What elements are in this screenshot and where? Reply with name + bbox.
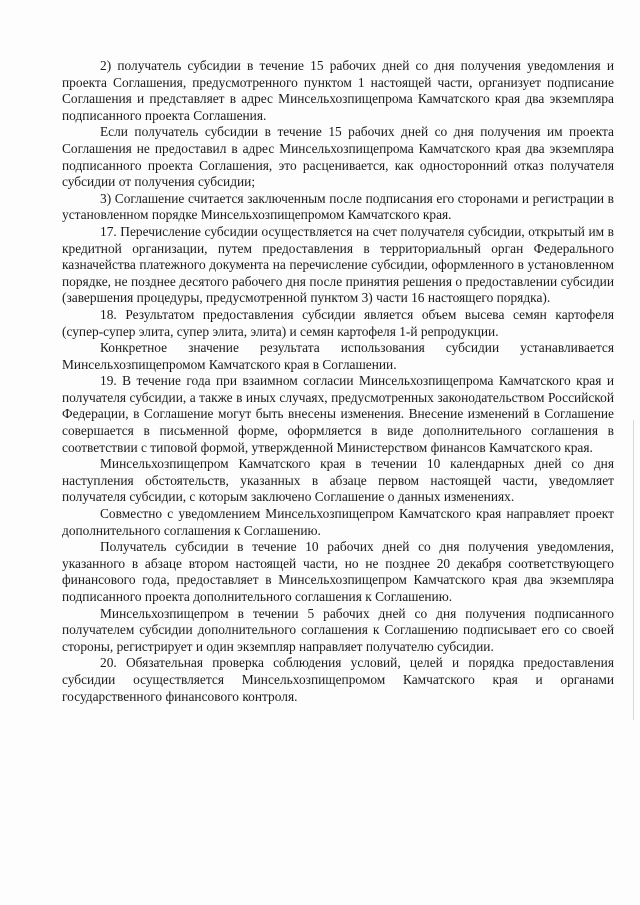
paragraph-2-signing: 2) получатель субсидии в течение 15 рабочих дней со дня получения уведомления и проекта Соглашения, предусмотренного пунктом 1 настоящей части, организует подписание Соглашения и представляет в адрес Минсельхозпищепрома Камчатского края два экземпляра подписанного проекта Соглашения. <box>62 58 614 123</box>
paragraph-ministry-signs: Минсельхозпищепром в течении 5 рабочих дней со дня получения подписанного получателем субсидии дополнительного соглашения к Соглашению подписывает его со своей стороны, регистрирует и один экземпляр направляет получателю субсидии. <box>62 605 614 654</box>
paragraph-3-concluded: 3) Соглашение считается заключенным после подписания его сторонами и регистрации в установленном порядке Минсельхозпищепромом Камчатского края. <box>62 190 614 223</box>
paragraph-result-value: Конкретное значение результата использования субсидии устанавливается Минсельхозпищепромом Камчатского края в Соглашении. <box>62 340 614 372</box>
document-body <box>62 58 614 705</box>
scan-edge-line <box>633 420 634 720</box>
paragraph-18-result: 18. Результатом предоставления субсидии является объем высева семян картофеля (супер-супер элита, супер элита, элита) и семян картофеля 1-й репродукции. <box>62 306 614 339</box>
paragraph-notification: Минсельхозпищепром Камчатского края в течении 10 календарных дней со дня наступления обстоятельств, указанных в абзаце первом настоящей части, уведомляет получателя субсидии, с которым заключено Соглашение о данных изменениях. <box>62 456 614 505</box>
paragraph-recipient-signs: Получатель субсидии в течение 10 рабочих дней со дня получения уведомления, указанного в абзаце втором настоящей части, но не позднее 20 декабря соответствующего финансового года, предоставляет в Минсельхозпищепром Камчатского края два экземпляра подписанного проекта дополнительного соглашения к Соглашению. <box>62 539 614 604</box>
paragraph-19-changes: 19. В течение года при взаимном согласии Минсельхозпищепрома Камчатского края и получателя субсидии, а также в иных случаях, предусмотренных законодательством Российской Федерации, в Соглашение могут быть внесены изменения. Внесение изменений в Соглашение совершается в письменной форме, оформляется в виде дополнительного соглашения в соответствии с типовой формой, утвержденной Министерством финансов Камчатского края. <box>62 373 614 455</box>
paragraph-20-inspection: 20. Обязательная проверка соблюдения условий, целей и порядка предоставления субсидии осуществляется Минсельхозпищепромом Камчатского края и органами государственного финансового контроля. <box>62 655 614 704</box>
paragraph-refusal: Если получатель субсидии в течение 15 рабочих дней со дня получения им проекта Соглашения не предоставил в адрес Минсельхозпищепрома Камчатского края два экземпляра подписанного проекта Соглашения, это расценивается, как односторонний отказ получателя субсидии от получения субсидии; <box>62 124 614 190</box>
paragraph-draft-agreement: Совместно с уведомлением Минсельхозпищепром Камчатского края направляет проект дополнительного соглашения к Соглашению. <box>62 506 614 538</box>
paragraph-17-transfer: 17. Перечисление субсидии осуществляется на счет получателя субсидии, открытый им в кредитной организации, путем предоставления в территориальный орган Федерального казначейства платежного документа на перечисление субсидии, оформленного в установленном порядке, не позднее десятого рабочего дня после принятия решения о предоставлении субсидии (завершения процедуры, предусмотренной пунктом 3) части 16 настоящего порядка). <box>62 223 614 306</box>
